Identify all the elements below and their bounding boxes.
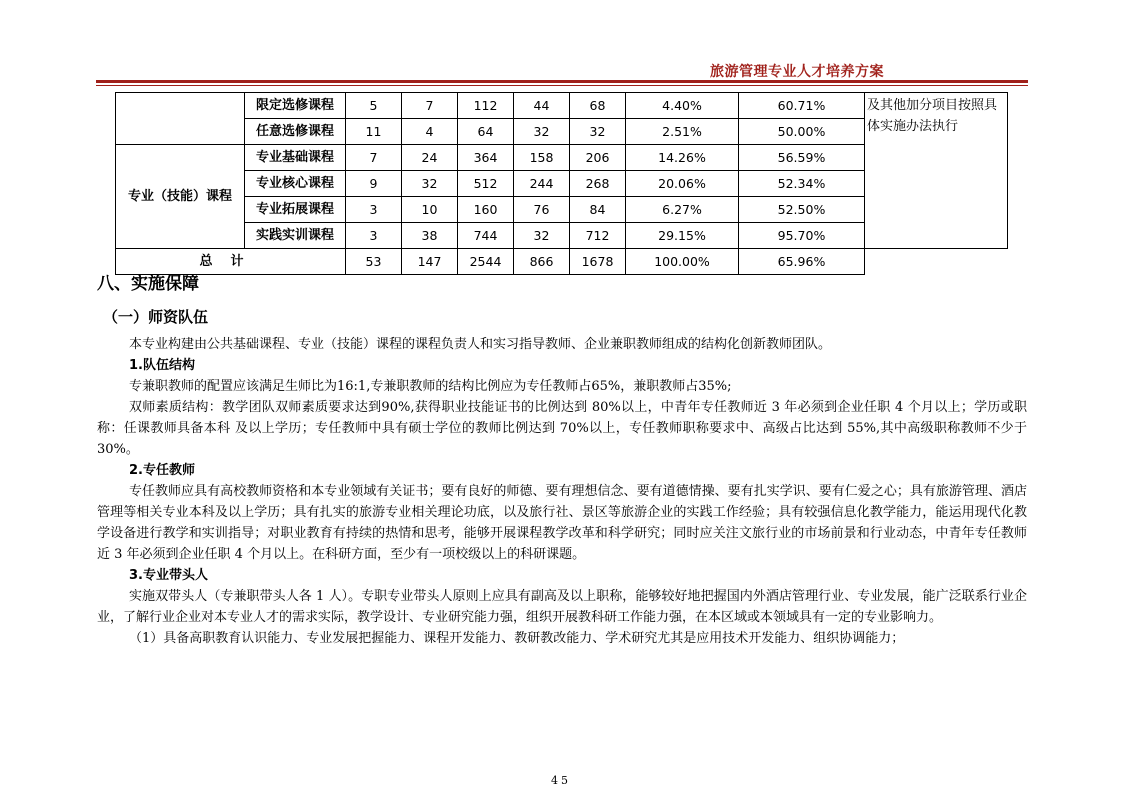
- document-header-title: 旅游管理专业人才培养方案: [710, 64, 884, 80]
- table-cell: 512: [458, 171, 514, 197]
- table-cell: 65.96%: [739, 249, 865, 275]
- heading-discipline-leader: 3.专业带头人: [129, 568, 208, 583]
- table-cell: 364: [458, 145, 514, 171]
- category-cell: 专业（技能）课程: [116, 145, 245, 249]
- table-cell: 3: [346, 197, 402, 223]
- table-cell: 866: [514, 249, 570, 275]
- table-cell: 20.06%: [626, 171, 739, 197]
- table-cell: 32: [514, 223, 570, 249]
- table-cell: 9: [346, 171, 402, 197]
- table-cell: 24: [402, 145, 458, 171]
- table-cell: 112: [458, 93, 514, 119]
- table-cell: 2.51%: [626, 119, 739, 145]
- table-cell: 100.00%: [626, 249, 739, 275]
- table-cell: 60.71%: [739, 93, 865, 119]
- table-cell: 268: [570, 171, 626, 197]
- paragraph: 实施双带头人（专兼职带头人各 1 人）。专职专业带头人原则上应具有副高及以上职称，能够较好地把握国内外酒店管理行业、专业发展，能广泛联系行业企业，了解行业企业对本专业人才的需求实际，教学设计、专业研究能力强，组织开展教科研工作能力强，在本区域或本领域具有一定的专业影响力。: [97, 589, 1027, 625]
- header-rule-thick: [96, 80, 1028, 83]
- course-hours-table: [115, 92, 1008, 275]
- table-cell: 7: [402, 93, 458, 119]
- table-cell: 52.50%: [739, 197, 865, 223]
- table-cell: 11: [346, 119, 402, 145]
- heading-team-structure: 1.队伍结构: [129, 358, 195, 373]
- table-cell: 2544: [458, 249, 514, 275]
- paragraph: 专任教师应具有高校教师资格和本专业领域有关证书；要有良好的师德、要有理想信念、要有道德情操、要有扎实学识、要有仁爱之心；具有旅游管理、酒店管理等相关专业本科及以上学历；具有扎实的旅游专业相关理论功底，以及旅行社、景区等旅游企业的实践工作经验；具有较强信息化教学能力，能运用现代化教学设备进行教学和实训指导；对职业教育有持续的热情和思考，能够开展课程教学改革和科学研究；同时应关注文旅行业的市场前景和行业动态，中青年专任教师近 3 年必须到企业任职 4 个月以上。在科研方面，至少有一项校级以上的科研课题。: [97, 484, 1027, 562]
- table-cell: 3: [346, 223, 402, 249]
- table-cell: 84: [570, 197, 626, 223]
- table-cell: 95.70%: [739, 223, 865, 249]
- course-name: 专业核心课程: [245, 171, 346, 197]
- course-name: 专业基础课程: [245, 145, 346, 171]
- table-cell: 1678: [570, 249, 626, 275]
- paragraph: 本专业构建由公共基础课程、专业（技能）课程的课程负责人和实习指导教师、企业兼职教师组成的结构化创新教师团队。: [129, 337, 832, 352]
- table-cell: 744: [458, 223, 514, 249]
- table-row: [116, 93, 1008, 119]
- table-cell: 56.59%: [739, 145, 865, 171]
- table-cell: 7: [346, 145, 402, 171]
- table-cell: 5: [346, 93, 402, 119]
- paragraph: 双师素质结构：教学团队双师素质要求达到90%,获得职业技能证书的比例达到 80%以上，中青年专任教师近 3 年必须到企业任职 4 个月以上；学历或职称：任课教师具备本科 及以上学历；专任教师中具有硕士学位的教师比例达到 70%以上，专任教师职称要求中、高级占比达到 55%,其中高级职称教师不少于 30%。: [97, 400, 1027, 457]
- category-cell-blank: [116, 93, 245, 145]
- table-cell: 53: [346, 249, 402, 275]
- total-label: 总计: [116, 249, 346, 275]
- table-cell: 160: [458, 197, 514, 223]
- table-cell: 244: [514, 171, 570, 197]
- table-cell: 68: [570, 93, 626, 119]
- table-cell: 29.15%: [626, 223, 739, 249]
- table-cell: 712: [570, 223, 626, 249]
- note-cell: 及其他加分项目按照具体实施办法执行: [865, 93, 1008, 249]
- table-cell: 6.27%: [626, 197, 739, 223]
- table-cell: 50.00%: [739, 119, 865, 145]
- header-rule-thin: [96, 85, 1028, 86]
- table-cell: 4.40%: [626, 93, 739, 119]
- table-cell: 32: [570, 119, 626, 145]
- table-cell: 32: [402, 171, 458, 197]
- course-name: 任意选修课程: [245, 119, 346, 145]
- subsection-heading: （一）师资队伍: [103, 308, 209, 326]
- course-name: 限定选修课程: [245, 93, 346, 119]
- heading-fulltime-teachers: 2.专任教师: [129, 463, 195, 478]
- table-cell: 44: [514, 93, 570, 119]
- table-cell: 64: [458, 119, 514, 145]
- table-cell: 76: [514, 197, 570, 223]
- section-heading: 八、实施保障: [97, 274, 199, 294]
- list-item: （1）具备高职教育认识能力、专业发展把握能力、课程开发能力、教研教改能力、学术研究尤其是应用技术开发能力、组织协调能力；: [129, 631, 905, 646]
- table-cell: 38: [402, 223, 458, 249]
- course-name: 专业拓展课程: [245, 197, 346, 223]
- table-cell: 4: [402, 119, 458, 145]
- table-cell: 14.26%: [626, 145, 739, 171]
- table-cell: 10: [402, 197, 458, 223]
- table-cell: 158: [514, 145, 570, 171]
- page-number: 45: [551, 774, 571, 787]
- paragraph: 专兼职教师的配置应该满足生师比为16:1,专兼职教师的结构比例应为专任教师占65%，兼职教师占35%;: [129, 379, 732, 394]
- table-row-total: [116, 249, 1008, 275]
- table-cell: 206: [570, 145, 626, 171]
- table-cell: 52.34%: [739, 171, 865, 197]
- table-cell: 147: [402, 249, 458, 275]
- course-name: 实践实训课程: [245, 223, 346, 249]
- document-body: [97, 272, 1027, 649]
- table-cell: 32: [514, 119, 570, 145]
